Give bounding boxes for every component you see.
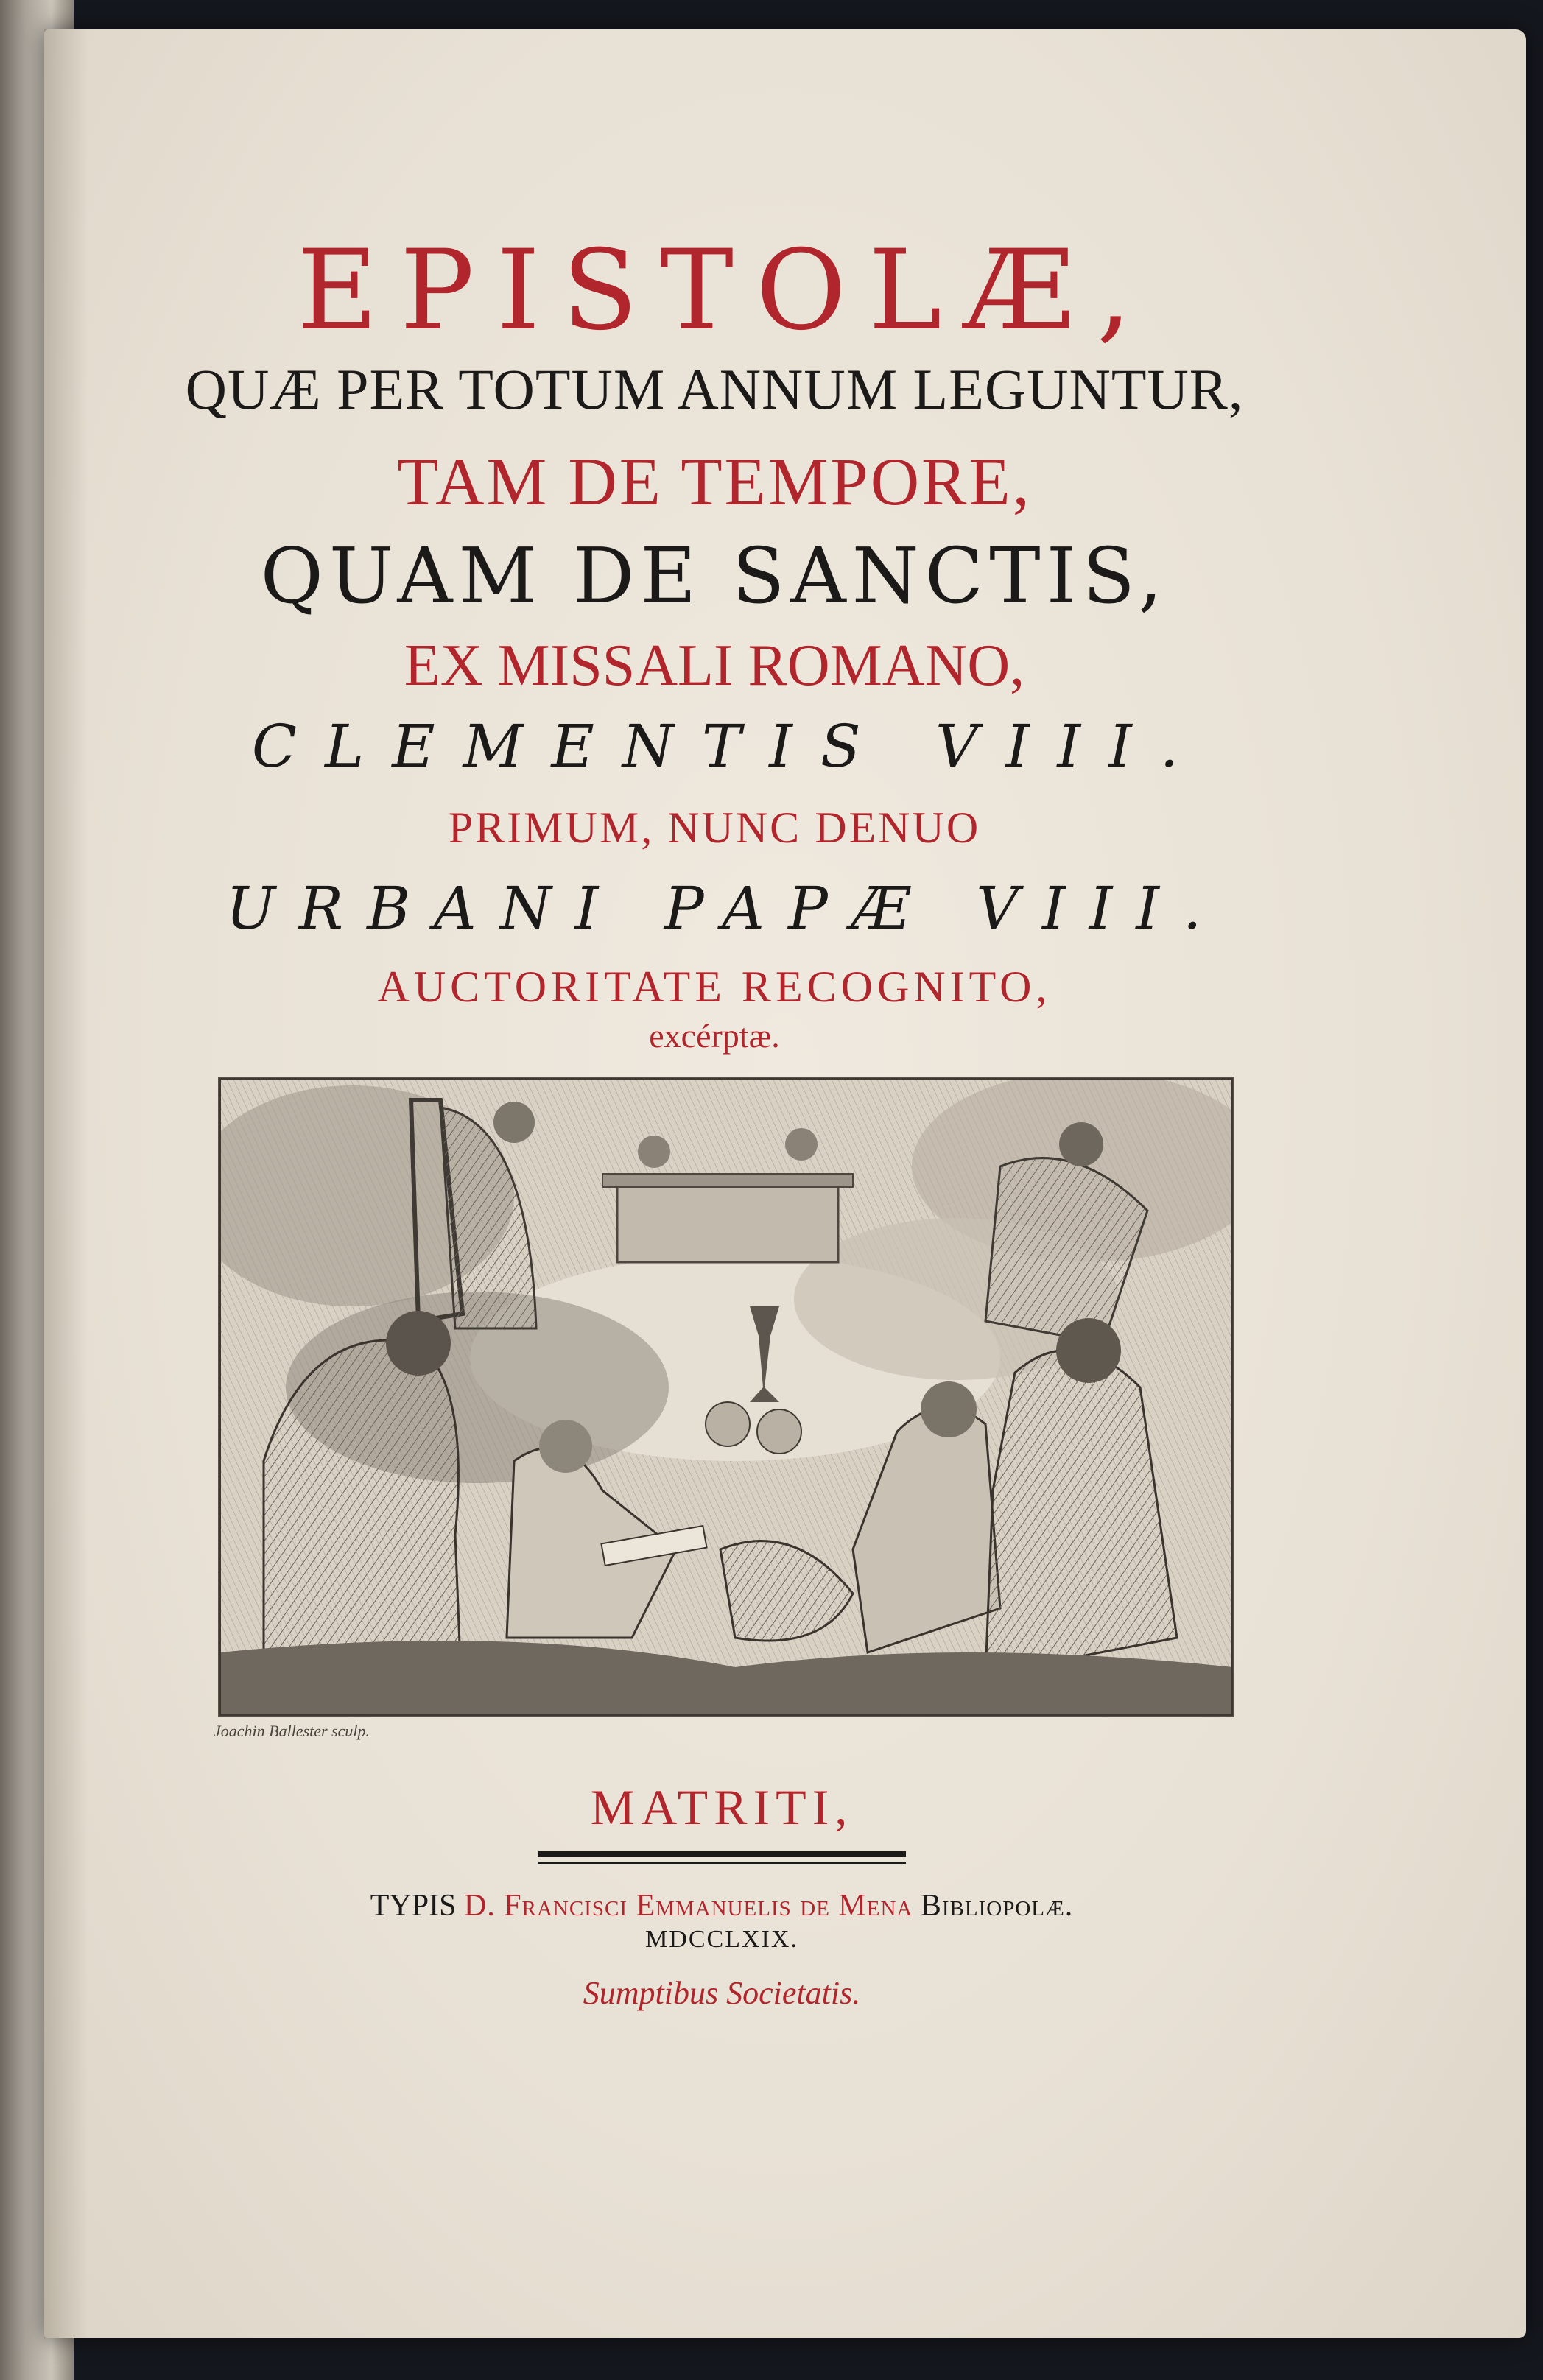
engraving-illustration bbox=[218, 1077, 1234, 1717]
imprint-bibliopolae: Bibliopolæ. bbox=[920, 1889, 1074, 1923]
imprint-sumptibus: Sumptibus Societatis. bbox=[583, 1975, 861, 2011]
main-title: EPISTOLÆ, bbox=[297, 227, 1154, 355]
subtitle-urbani: URBANI PAPÆ VIII. bbox=[225, 874, 1226, 943]
imprint-city: MATRITI, bbox=[590, 1779, 854, 1835]
imprint-block bbox=[74, 1779, 1370, 2011]
subtitle-tam: TAM DE TEMPORE, bbox=[397, 444, 1032, 519]
subtitle-auctoritate: AUCTORITATE RECOGNITO, bbox=[377, 962, 1052, 1011]
subtitle-excerptae: excérptæ. bbox=[649, 1017, 780, 1055]
engraver-signature: Joachin Ballester sculp. bbox=[214, 1722, 370, 1740]
engraving-evangelists-image bbox=[219, 1078, 1233, 1716]
imprint-typis-line bbox=[74, 1890, 1370, 1921]
subtitle-quam: QUAM DE SANCTIS, bbox=[260, 531, 1169, 621]
title-block bbox=[74, 227, 1355, 1055]
imprint-printer: D. Francisci Emmanuelis de Mena bbox=[463, 1889, 913, 1923]
imprint-typis: TYPIS bbox=[370, 1889, 457, 1923]
subtitle-ex-missali: EX MISSALI ROMANO, bbox=[404, 633, 1025, 698]
imprint-rule-thin bbox=[538, 1862, 906, 1864]
imprint-year: MDCCLXIX. bbox=[645, 1926, 798, 1953]
subtitle-primum: PRIMUM, NUNC DENUO bbox=[448, 803, 981, 852]
subtitle-quae: QUÆ PER TOTUM ANNUM LEGUNTUR, bbox=[185, 357, 1244, 421]
imprint-rule-thick bbox=[538, 1851, 906, 1857]
subtitle-clementis: CLEMENTIS VIII. bbox=[251, 712, 1207, 781]
